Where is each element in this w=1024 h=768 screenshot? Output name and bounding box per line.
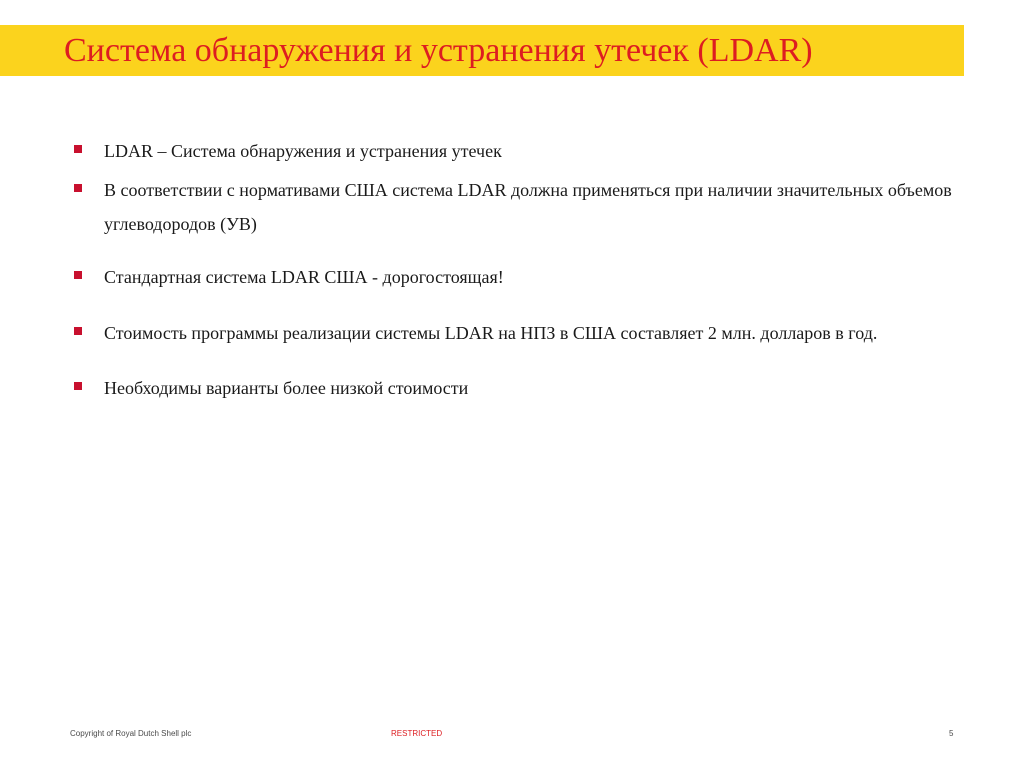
bullet-item [74,134,994,168]
square-bullet-icon [74,145,82,153]
bullet-text: Стоимость программы реализации системы LDAR на НПЗ в США составляет 2 млн. долларов в год. [104,323,878,343]
bullet-item [74,371,994,405]
footer-copyright: Copyright of Royal Dutch Shell plc [70,729,192,738]
page-number: 5 [949,729,954,738]
bullet-text: Стандартная система LDAR США - дорогостоящая! [104,267,504,287]
bullet-item [74,316,994,350]
slide-title: Система обнаружения и устранения утечек (LDAR) [64,32,813,69]
bullet-text: LDAR – Система обнаружения и устранения утечек [104,141,502,161]
square-bullet-icon [74,327,82,335]
bullet-text: В соответствии с нормативами США система LDAR должна применяться при наличии значительных объемов углеводородов (УВ) [104,180,952,234]
bullet-text: Необходимы варианты более низкой стоимости [104,378,469,398]
square-bullet-icon [74,271,82,279]
bullet-item [74,173,994,241]
square-bullet-icon [74,184,82,192]
footer-classification: RESTRICTED [391,729,443,738]
square-bullet-icon [74,382,82,390]
bullet-item [74,260,994,294]
